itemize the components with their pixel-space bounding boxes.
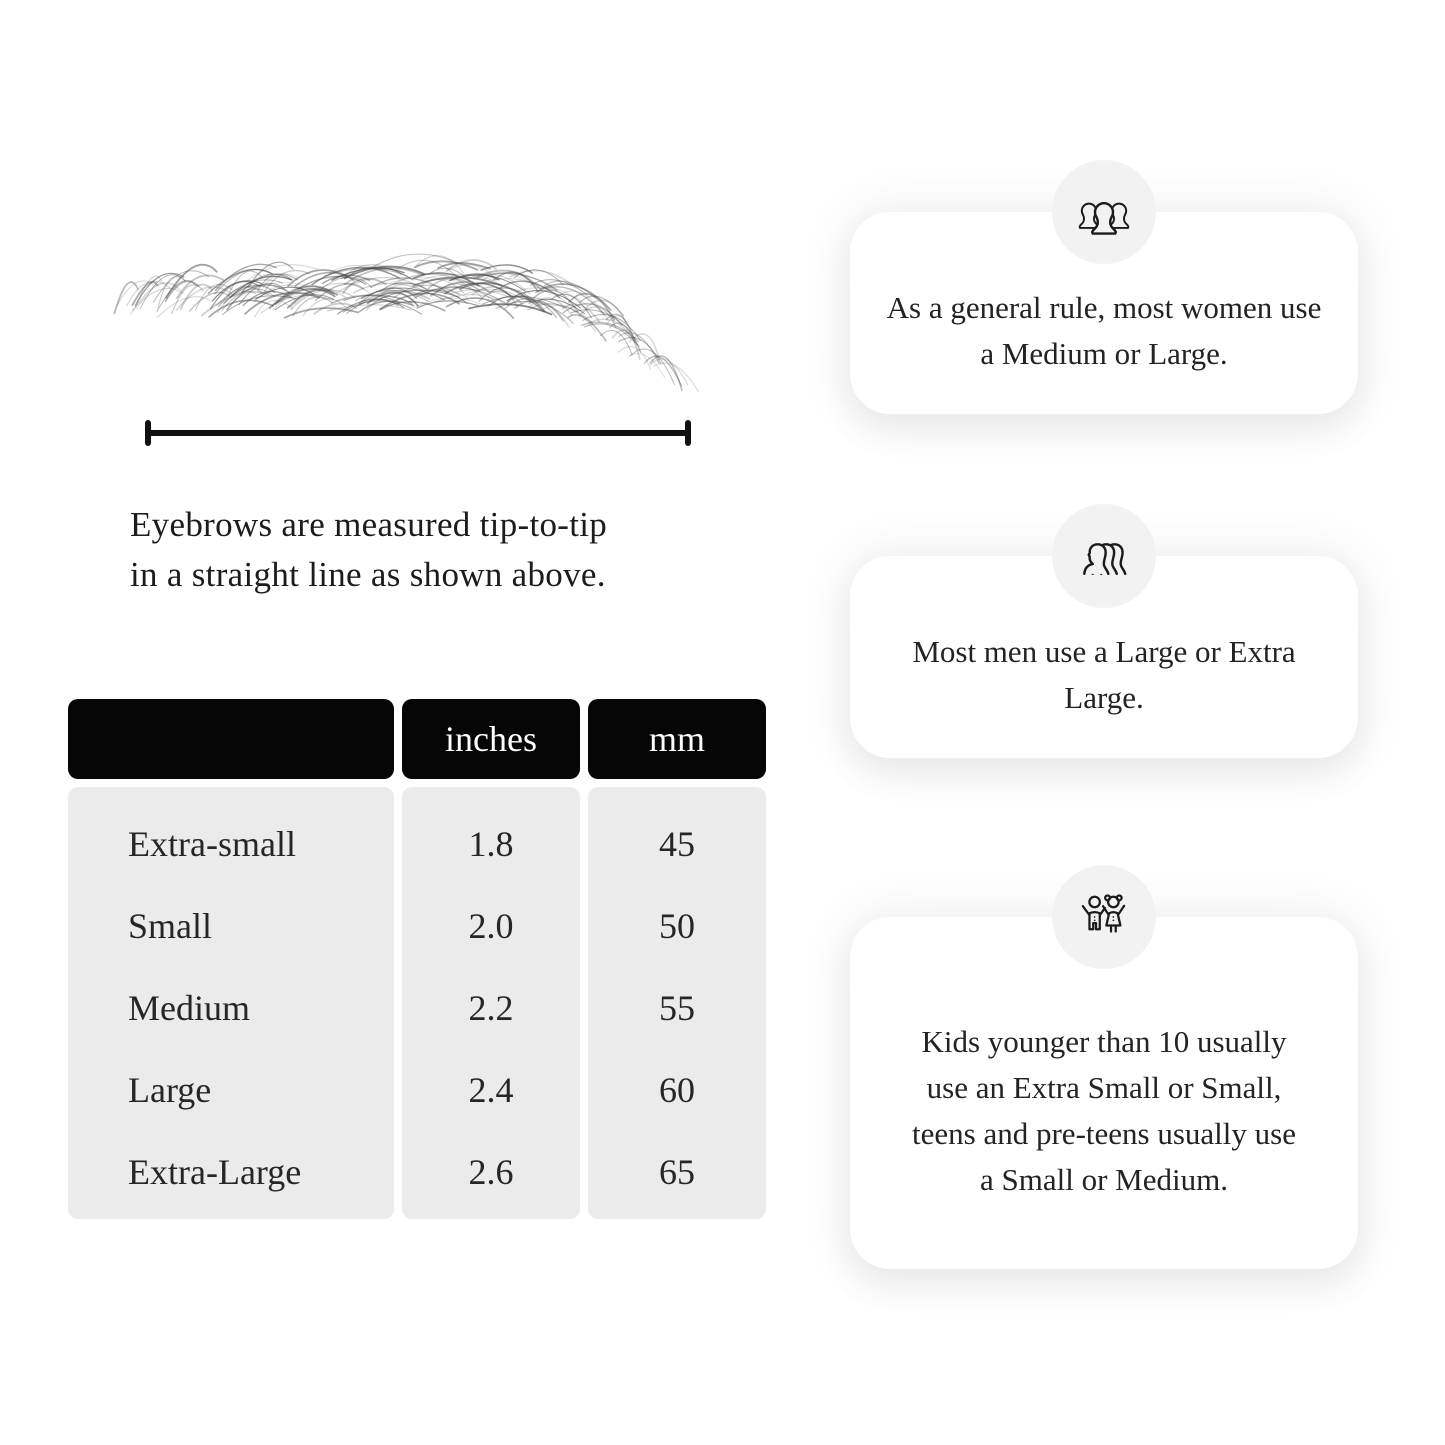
size-label: Extra-Large (128, 1152, 302, 1192)
card-text: As a general rule, most women use a Medium or Large. (886, 290, 1322, 371)
eyebrow-sketch-svg (100, 238, 700, 405)
size-label: Small (128, 906, 213, 946)
caption-line-1: Eyebrows are measured tip-to-tip (130, 505, 608, 544)
size-label: Large (128, 1070, 212, 1110)
size-label: Extra-small (128, 824, 296, 864)
mm-value: 65 (659, 1152, 695, 1192)
size-table (68, 699, 766, 1219)
size-name-column (68, 787, 394, 1219)
icon-circle (1052, 160, 1156, 264)
inches-value: 2.2 (468, 988, 514, 1028)
header-mm-column: mm (588, 699, 766, 779)
mm-column (588, 787, 766, 1219)
card-text: Most men use a Large or Extra Large. (912, 634, 1296, 715)
women-group-icon (1074, 188, 1134, 236)
kids-info-card (850, 917, 1358, 1269)
inches-value: 1.8 (468, 824, 514, 864)
header-inches-column: inches (402, 699, 580, 779)
measurement-line (145, 420, 691, 446)
kids-icon (1074, 890, 1134, 944)
women-info-card (850, 212, 1358, 414)
inches-value: 2.0 (468, 906, 514, 946)
size-table-body (68, 787, 766, 1219)
card-body (850, 917, 1358, 1269)
inches-value: 2.6 (468, 1152, 514, 1192)
men-group-icon (1074, 532, 1134, 580)
mm-value: 50 (659, 906, 695, 946)
caption-line-2: in a straight line as shown above. (130, 555, 606, 594)
size-table-header (68, 699, 766, 779)
men-info-card (850, 556, 1358, 758)
mm-value: 60 (659, 1070, 695, 1110)
measure-bar (145, 430, 691, 436)
icon-circle (1052, 504, 1156, 608)
measure-tick-right (685, 420, 691, 446)
inches-column (402, 787, 580, 1219)
eyebrow-illustration (100, 238, 700, 405)
icon-circle (1052, 865, 1156, 969)
inches-value: 2.4 (468, 1070, 514, 1110)
size-label: Medium (128, 988, 250, 1028)
mm-value: 55 (659, 988, 695, 1028)
header-size-column (68, 699, 394, 779)
card-text: Kids younger than 10 usually use an Extra Small or Small, teens and pre-teens usually use a Small or Medium. (912, 1024, 1296, 1197)
measurement-caption (130, 500, 607, 600)
mm-value: 45 (659, 824, 695, 864)
